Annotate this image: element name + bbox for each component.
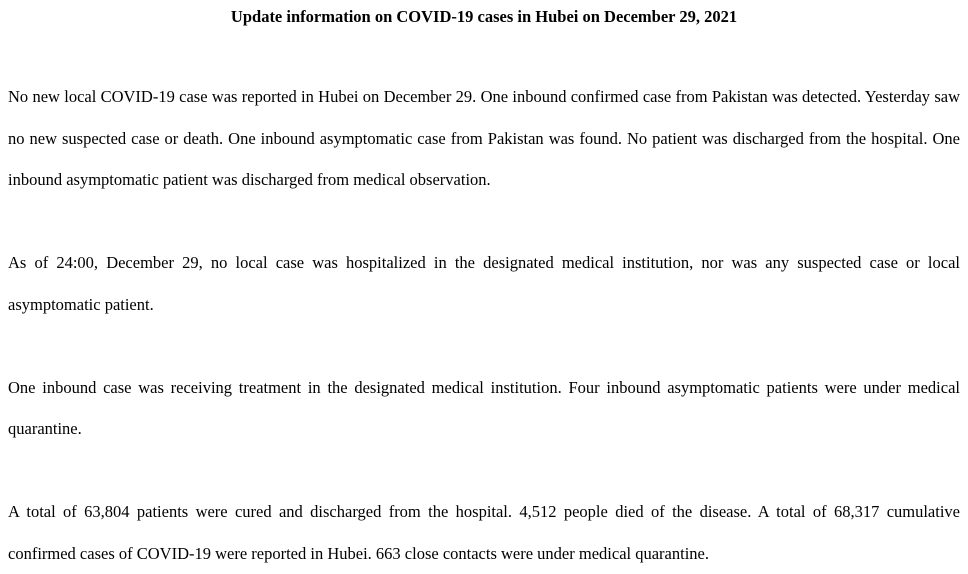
paragraph-inbound-treatment: One inbound case was receiving treatment in the designated medical institution. Four inbound asymptomatic patients were under medical quarantine. xyxy=(8,377,960,438)
paragraph-cumulative-totals: A total of 63,804 patients were cured and discharged from the hospital. 4,512 people died of the disease. A total of 68,317 cumulative confirmed cases of COVID-19 were reported in Hubei. 663 close contacts were under medical quarantine. xyxy=(8,502,960,563)
document-title: Update information on COVID-19 cases in Hubei on December 29, 2021 xyxy=(230,7,738,26)
document-body xyxy=(8,76,960,574)
paragraph-hospitalized-status: As of 24:00, December 29, no local case was hospitalized in the designated medical institution, nor was any suspected case or local asymptomatic patient. xyxy=(8,253,960,314)
paragraph-daily-new-cases: No new local COVID-19 case was reported in Hubei on December 29. One inbound confirmed case from Pakistan was detected. Yesterday saw no new suspected case or death. One inbound asymptomatic case from Pakistan was found. No patient was discharged from the hospital. One inbound asymptomatic patient was discharged from medical observation. xyxy=(8,87,960,189)
